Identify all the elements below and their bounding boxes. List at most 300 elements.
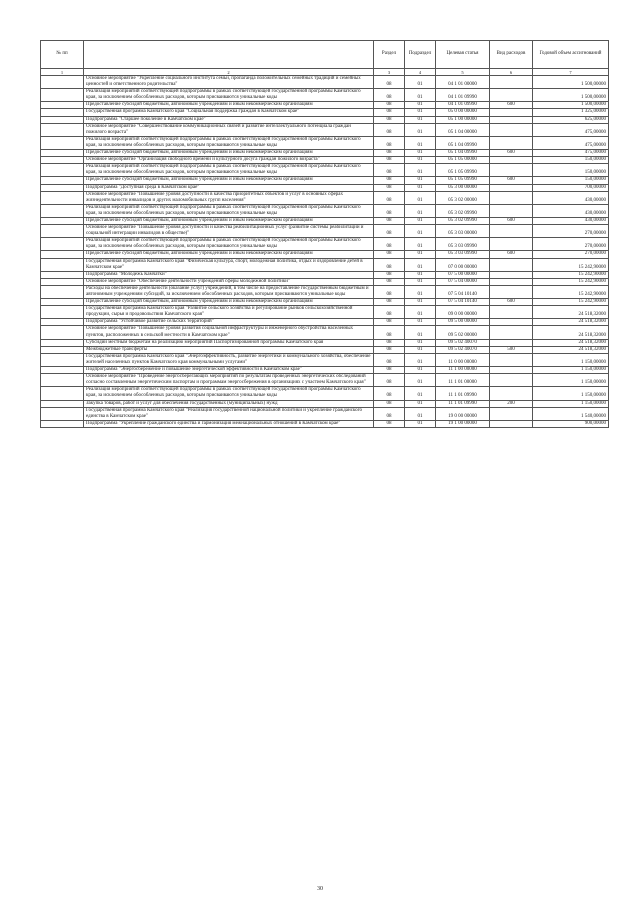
table-row [41,339,609,346]
row-number-cell [41,191,84,204]
section-cell: 08 [374,116,405,123]
target-article-cell: 05 3 02 09990 [436,217,490,224]
row-name-cell: Реализация мероприятий соответствующей подпрограммы в рамках соответствующей государственной программы Камчатского края, за исключением обособленных расходов, которым присваиваются уникальные коды [84,387,374,400]
subsection-cell: 01 [405,339,436,346]
section-cell: 08 [374,407,405,420]
expense-type-cell: 600 [490,102,533,109]
table-row [41,258,609,271]
amount-cell: 475,00000 [533,150,609,157]
column-number: 7 [533,69,609,76]
amount-cell: 1 500,00000 [533,89,609,102]
amount-cell: 150,00000 [533,157,609,164]
target-article-cell: 04 1 01 09990 [436,89,490,102]
target-article-cell: 05 1 05 09990 [436,164,490,177]
row-name-cell: Государственная программа Камчатского края "Развитие сельского хозяйства и регулирование рынков сельскохозяйственной продукции, сырья и продовольствия Камчатского края" [84,306,374,319]
expense-type-cell [490,238,533,251]
target-article-cell: 05 1 04 09990 [436,136,490,149]
row-name-cell: Основное мероприятие "Совершенствование коммуникационных связей и развитие интеллектуального потенциала граждан пожилого возраста" [84,123,374,136]
target-article-cell: 05 3 03 09990 [436,238,490,251]
header-cell-number: № пп [41,41,84,69]
row-name-cell: Межбюджетные трансферты [84,346,374,353]
section-cell: 08 [374,238,405,251]
section-cell: 08 [374,164,405,177]
header-cell-name [84,41,374,69]
row-name-cell: Подпрограмма "Молодежь Камчатки" [84,271,374,278]
section-cell: 08 [374,136,405,149]
table-row [41,123,609,136]
table-row [41,407,609,420]
amount-cell: 150,00000 [533,177,609,184]
row-number-cell [41,76,84,89]
table-row [41,319,609,326]
expense-type-cell [490,191,533,204]
subsection-cell: 01 [405,326,436,339]
amount-cell: 475,00000 [533,123,609,136]
target-article-cell: 09 5 02 00000 [436,326,490,339]
expense-type-cell [490,319,533,326]
row-number-cell [41,306,84,319]
row-number-cell [41,420,84,427]
expense-type-cell [490,109,533,116]
row-number-cell [41,225,84,238]
row-name-cell: Основное мероприятие "Укрепление социального института семьи, пропаганда положительных семейных традиций и семейных ценностей и ответственного родительства" [84,76,374,89]
table-row [41,367,609,374]
row-number-cell [41,157,84,164]
row-name-cell: Подпрограмма "Устойчивое развитие сельских территорий" [84,319,374,326]
subsection-cell: 01 [405,225,436,238]
section-cell: 08 [374,150,405,157]
amount-cell: 430,00000 [533,204,609,217]
section-cell: 08 [374,225,405,238]
section-cell: 08 [374,285,405,298]
target-article-cell: 05 3 00 00000 [436,184,490,191]
expense-type-cell [490,407,533,420]
target-article-cell: 11 1 01 09990 [436,400,490,407]
subsection-cell: 01 [405,164,436,177]
target-article-cell: 05 1 00 00000 [436,116,490,123]
amount-cell: 1 150,00000 [533,353,609,366]
row-name-cell: Государственная программа Камчатского края "Реализация государственной национальной политики и укрепление гражданского единства в Камчатском крае" [84,407,374,420]
subsection-cell: 01 [405,217,436,224]
target-article-cell: 07 5 04 00000 [436,278,490,285]
row-name-cell: Предоставление субсидий бюджетным, автономным учреждениям и иным некоммерческим организациям [84,217,374,224]
table-row [41,374,609,387]
amount-cell: 1 500,00000 [533,102,609,109]
target-article-cell: 05 1 05 00000 [436,157,490,164]
row-name-cell: Основное мероприятие "Проведение энергосберегающих мероприятий по результатам проведенных энергетических обследований согласно составленным энергетическим паспортам и программам энергосбережения в организациях с участием Камчатского края" [84,374,374,387]
target-article-cell: 09 5 00 00000 [436,319,490,326]
header-cell-section: Раздел [374,41,405,69]
row-name-cell: Расходы на обеспечение деятельности (оказание услуг) учреждений, в том числе на предоставление государственным бюджетным и автономным учреждениям субсидий, за исключением обособленных расходов, которым присваиваются уникальные коды [84,285,374,298]
amount-cell: 15 242,90000 [533,299,609,306]
section-cell: 08 [374,258,405,271]
subsection-cell: 01 [405,374,436,387]
amount-cell: 24 518,32000 [533,326,609,339]
row-number-cell [41,367,84,374]
target-article-cell: 19 0 00 00000 [436,407,490,420]
section-cell: 08 [374,326,405,339]
amount-cell: 700,00000 [533,184,609,191]
table-row [41,387,609,400]
subsection-cell: 01 [405,157,436,164]
header-row [41,41,609,69]
row-name-cell: Государственная программа Камчатского края "Физическая культура, спорт, молодежная политика, отдых и оздоровление детей в Камчатском крае" [84,258,374,271]
row-name-cell: Основное мероприятие "Повышение уровня доступности в качества приоритетных объектов и услуг в основных сферах жизнедеятельности инвалидов и других маломобильных групп населения" [84,191,374,204]
expense-type-cell [490,157,533,164]
expense-type-cell [490,184,533,191]
section-cell: 08 [374,191,405,204]
table-row [41,353,609,366]
header-cell-subsection: Подраздел [405,41,436,69]
subsection-cell: 01 [405,258,436,271]
table-row [41,150,609,157]
subsection-cell: 01 [405,420,436,427]
row-name-cell: Закупка товаров, работ и услуг для обеспечения государственных (муниципальных) нужд [84,400,374,407]
row-number-cell [41,299,84,306]
table-row [41,102,609,109]
section-cell: 08 [374,217,405,224]
table-row [41,326,609,339]
amount-cell: 430,00000 [533,191,609,204]
amount-cell: 15 242,90000 [533,278,609,285]
section-cell: 08 [374,177,405,184]
amount-cell: 24 518,32000 [533,339,609,346]
target-article-cell: 09 0 00 00000 [436,306,490,319]
row-name-cell: Подпрограмма "Энергосбережение и повышение энергетической эффективности в Камчатском крае" [84,367,374,374]
expense-type-cell [490,374,533,387]
row-number-cell [41,217,84,224]
table-row [41,400,609,407]
amount-cell: 1 540,00000 [533,407,609,420]
subsection-cell: 01 [405,346,436,353]
row-number-cell [41,116,84,123]
expense-type-cell [490,116,533,123]
subsection-cell: 01 [405,102,436,109]
table-row [41,225,609,238]
amount-cell: 475,00000 [533,136,609,149]
expense-type-cell [490,225,533,238]
row-name-cell: Предоставление субсидий бюджетным, автономным учреждениям и иным некоммерческим организациям [84,177,374,184]
subsection-cell: 01 [405,251,436,258]
target-article-cell: 05 3 02 00000 [436,191,490,204]
section-cell: 08 [374,109,405,116]
amount-cell: 625,00000 [533,116,609,123]
column-number: 5 [436,69,490,76]
expense-type-cell: 600 [490,251,533,258]
row-number-cell [41,109,84,116]
expense-type-cell: 600 [490,217,533,224]
subsection-cell: 01 [405,177,436,184]
amount-cell: 1 500,00000 [533,76,609,89]
subsection-cell: 01 [405,116,436,123]
row-name-cell: Предоставление субсидий бюджетным, автономным учреждениям и иным некоммерческим организациям [84,299,374,306]
amount-cell: 24 518,32000 [533,346,609,353]
column-number: 2 [84,69,374,76]
row-number-cell [41,387,84,400]
table-row [41,285,609,298]
subsection-cell: 01 [405,367,436,374]
amount-cell: 430,00000 [533,217,609,224]
table-row [41,191,609,204]
row-number-cell [41,326,84,339]
amount-cell: 15 242,90000 [533,285,609,298]
column-number: 4 [405,69,436,76]
section-cell: 08 [374,271,405,278]
row-name-cell: Субсидии местным бюджетам на реализацию мероприятий Паспортизированной программы Камчатского края [84,339,374,346]
table-row [41,136,609,149]
table-row [41,238,609,251]
amount-cell: 270,00000 [533,225,609,238]
table-row [41,109,609,116]
expense-type-cell [490,339,533,346]
expense-type-cell [490,164,533,177]
row-number-cell [41,346,84,353]
section-cell: 08 [374,319,405,326]
expense-type-cell [490,271,533,278]
section-cell: 08 [374,353,405,366]
amount-cell: 24 518,32000 [533,306,609,319]
expense-type-cell [490,76,533,89]
table-row [41,184,609,191]
row-name-cell: Подпрограмма "Укрепление гражданского единства и гармонизация межнациональных отношений в Камчатском крае" [84,420,374,427]
subsection-cell: 01 [405,319,436,326]
table-row [41,204,609,217]
row-name-cell: Основное мероприятие "Повышение уровня доступности и качества реабилитационных услуг (развитие системы реабилитации и социальной интеграции инвалидов в обществе)" [84,225,374,238]
header-cell-annual-amount: Годовой объем ассигнований [533,41,609,69]
amount-cell: 900,00000 [533,420,609,427]
subsection-cell: 01 [405,299,436,306]
target-article-cell: 09 5 02 40070 [436,339,490,346]
target-article-cell: 11 1 00 00000 [436,367,490,374]
row-number-cell [41,407,84,420]
column-number: 3 [374,69,405,76]
expense-type-cell [490,387,533,400]
amount-cell: 270,00000 [533,238,609,251]
section-cell: 08 [374,89,405,102]
expense-type-cell [490,136,533,149]
section-cell: 08 [374,346,405,353]
target-article-cell: 05 1 04 09990 [436,150,490,157]
section-cell: 08 [374,367,405,374]
header-cell-target-article: Целевая статья [436,41,490,69]
expense-type-cell [490,353,533,366]
row-name-cell: Подпрограмма "Старшее поколение в Камчатском крае" [84,116,374,123]
target-article-cell: 19 1 00 00000 [436,420,490,427]
section-cell: 08 [374,339,405,346]
row-name-cell: Реализация мероприятий соответствующей подпрограммы в рамках соответствующей государственной программы Камчатского края, за исключением обособленных расходов, которым присваиваются уникальные коды [84,136,374,149]
amount-cell: 270,00000 [533,251,609,258]
row-name-cell: Государственная программа Камчатского края "Социальная поддержка граждан в Камчатском крае" [84,109,374,116]
subsection-cell: 01 [405,285,436,298]
target-article-cell: 11 1 01 09990 [436,387,490,400]
subsection-cell: 01 [405,306,436,319]
table-row [41,157,609,164]
column-number-row [41,69,609,76]
row-number-cell [41,136,84,149]
section-cell: 08 [374,299,405,306]
expense-type-cell [490,367,533,374]
amount-cell: 1 150,00000 [533,367,609,374]
subsection-cell: 01 [405,191,436,204]
target-article-cell: 05 3 03 09990 [436,251,490,258]
expense-type-cell: 500 [490,346,533,353]
page-number: 30 [317,886,323,892]
expense-type-cell [490,123,533,136]
section-cell: 08 [374,123,405,136]
subsection-cell: 01 [405,204,436,217]
expense-type-cell [490,306,533,319]
row-number-cell [41,353,84,366]
target-article-cell: 07 5 00 00000 [436,271,490,278]
table-row [41,177,609,184]
table-row [41,299,609,306]
expense-type-cell [490,204,533,217]
row-number-cell [41,319,84,326]
section-cell: 08 [374,374,405,387]
row-number-cell [41,89,84,102]
amount-cell: 24 518,32000 [533,319,609,326]
header-cell-expense-type: Вид расходов [490,41,533,69]
expense-type-cell [490,258,533,271]
section-cell: 08 [374,387,405,400]
row-number-cell [41,184,84,191]
target-article-cell: 05 3 03 00000 [436,225,490,238]
table-row [41,278,609,285]
table-row [41,116,609,123]
row-number-cell [41,339,84,346]
target-article-cell: 07 5 04 10140 [436,285,490,298]
table-row [41,251,609,258]
row-name-cell: Реализация мероприятий соответствующей подпрограммы в рамках соответствующей государственной программы Камчатского края, за исключением обособленных расходов, которым присваиваются уникальные коды [84,164,374,177]
budget-table [40,40,609,428]
section-cell: 08 [374,204,405,217]
row-name-cell: Предоставление субсидий бюджетным, автономным учреждениям и иным некоммерческим организациям [84,102,374,109]
row-number-cell [41,123,84,136]
row-number-cell [41,400,84,407]
row-name-cell: Реализация мероприятий соответствующей подпрограммы в рамках соответствующей государственной программы Камчатского края, за исключением обособленных расходов, которым присваиваются уникальные коды [84,238,374,251]
target-article-cell: 07 5 04 10140 [436,299,490,306]
section-cell: 08 [374,251,405,258]
row-number-cell [41,204,84,217]
table-row [41,76,609,89]
table-row [41,271,609,278]
section-cell: 08 [374,278,405,285]
amount-cell: 15 242,90000 [533,258,609,271]
row-number-cell [41,177,84,184]
row-name-cell: Подпрограмма "Доступная среда в Камчатском крае" [84,184,374,191]
subsection-cell: 01 [405,400,436,407]
table-row [41,89,609,102]
row-name-cell: Основное мероприятие "Организация свободного времени и культурного досуга граждан пожилого возраста" [84,157,374,164]
table-row [41,306,609,319]
amount-cell: 15 242,90000 [533,271,609,278]
row-number-cell [41,374,84,387]
subsection-cell: 01 [405,407,436,420]
row-number-cell [41,238,84,251]
subsection-cell: 01 [405,109,436,116]
subsection-cell: 01 [405,76,436,89]
row-number-cell [41,164,84,177]
target-article-cell: 05 3 02 09990 [436,204,490,217]
subsection-cell: 01 [405,353,436,366]
amount-cell: 1 150,00000 [533,387,609,400]
subsection-cell: 01 [405,278,436,285]
target-article-cell: 04 1 01 09990 [436,102,490,109]
budget-table-sheet [40,40,608,428]
section-cell: 08 [374,184,405,191]
expense-type-cell [490,326,533,339]
target-article-cell: 05 0 00 00000 [436,109,490,116]
target-article-cell: 05 1 05 09990 [436,177,490,184]
row-name-cell: Государственная программа Камчатского края "Энергоэффективность, развитие энергетики и коммунального хозяйства, обеспечение жителей населенных пунктов Камчатского края коммунальными услугами" [84,353,374,366]
amount-cell: 1 150,00000 [533,400,609,407]
row-number-cell [41,285,84,298]
expense-type-cell: 600 [490,150,533,157]
target-article-cell: 11 1 01 00000 [436,374,490,387]
expense-type-cell: 600 [490,177,533,184]
expense-type-cell [490,285,533,298]
target-article-cell: 09 5 02 40070 [436,346,490,353]
row-name-cell: Реализация мероприятий соответствующей подпрограммы в рамках соответствующей государственной программы Камчатского края, за исключением обособленных расходов, которым присваиваются уникальные коды [84,89,374,102]
subsection-cell: 01 [405,123,436,136]
subsection-cell: 01 [405,271,436,278]
row-number-cell [41,278,84,285]
row-number-cell [41,271,84,278]
section-cell: 08 [374,306,405,319]
subsection-cell: 01 [405,136,436,149]
table-row [41,346,609,353]
section-cell: 08 [374,102,405,109]
table-row [41,420,609,427]
section-cell: 08 [374,76,405,89]
subsection-cell: 01 [405,184,436,191]
target-article-cell: 04 1 01 00000 [436,76,490,89]
target-article-cell: 07 0 00 00000 [436,258,490,271]
subsection-cell: 01 [405,150,436,157]
section-cell: 08 [374,400,405,407]
row-name-cell: Основное мероприятие "Обеспечение деятельности учреждений сферы молодежной политики" [84,278,374,285]
row-name-cell: Основное мероприятие "Повышение уровня развития социальной инфраструктуры и инженерного обустройства населенных пунктов, расположенных в сельской местности в Камчатском крае" [84,326,374,339]
subsection-cell: 01 [405,89,436,102]
row-name-cell: Реализация мероприятий соответствующей подпрограммы в рамках соответствующей государственной программы Камчатского края, за исключением обособленных расходов, которым присваиваются уникальные коды [84,204,374,217]
amount-cell: 1 325,00000 [533,109,609,116]
section-cell: 08 [374,157,405,164]
row-name-cell: Предоставление субсидий бюджетным, автономным учреждениям и иным некоммерческим организациям [84,251,374,258]
row-number-cell [41,251,84,258]
expense-type-cell: 200 [490,400,533,407]
row-number-cell [41,102,84,109]
target-article-cell: 11 0 00 00000 [436,353,490,366]
row-number-cell [41,258,84,271]
subsection-cell: 01 [405,387,436,400]
column-number: 1 [41,69,84,76]
row-number-cell [41,150,84,157]
table-row [41,217,609,224]
section-cell: 08 [374,420,405,427]
expense-type-cell [490,278,533,285]
table-row [41,164,609,177]
column-number: 6 [490,69,533,76]
amount-cell: 150,00000 [533,164,609,177]
amount-cell: 1 150,00000 [533,374,609,387]
expense-type-cell: 600 [490,299,533,306]
target-article-cell: 05 1 04 00000 [436,123,490,136]
row-name-cell: Предоставление субсидий бюджетным, автономным учреждениям и иным некоммерческим организациям [84,150,374,157]
subsection-cell: 01 [405,238,436,251]
expense-type-cell [490,89,533,102]
table-body [41,76,609,428]
expense-type-cell [490,420,533,427]
